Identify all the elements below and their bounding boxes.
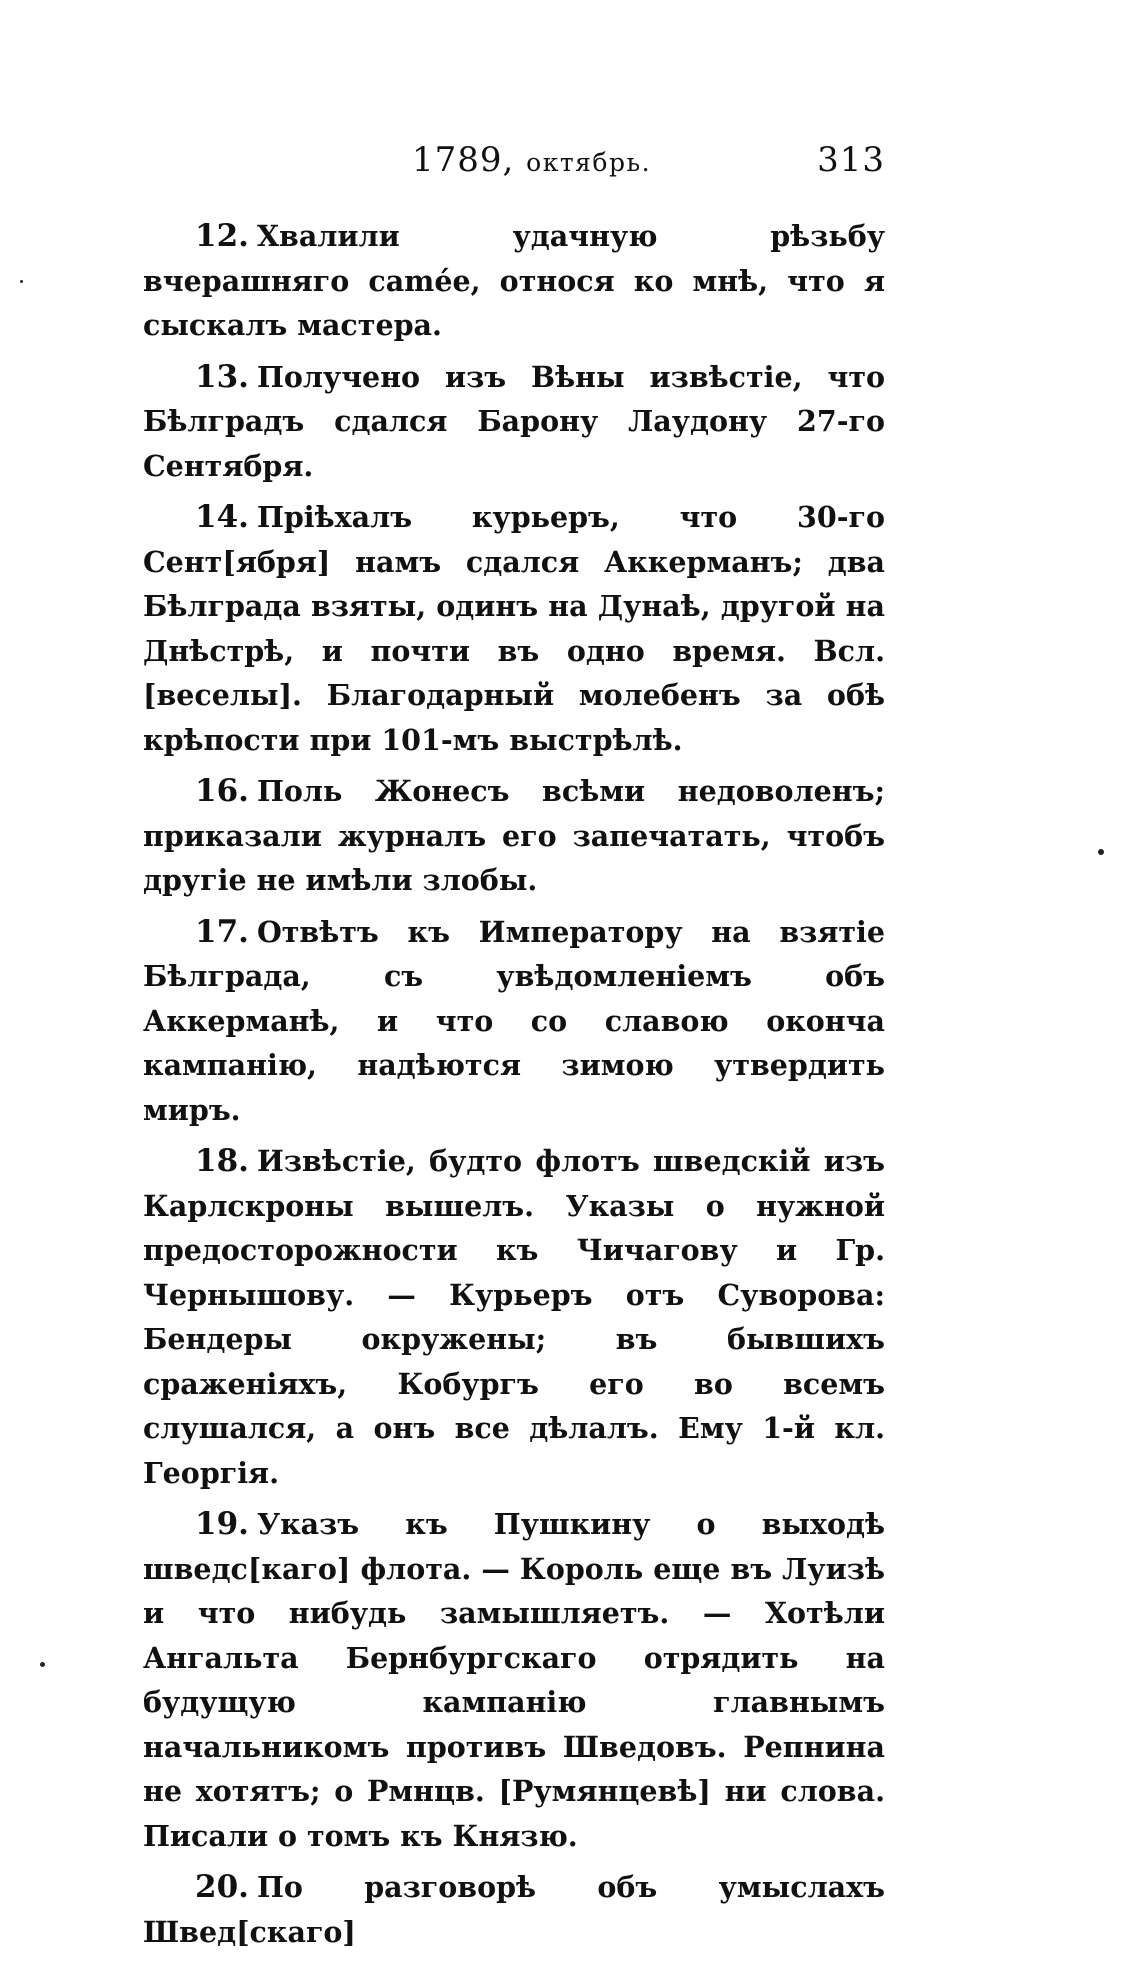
- entry-date: 19.: [195, 1506, 249, 1542]
- entry-date: 12.: [195, 218, 249, 254]
- diary-entry-17: [143, 910, 885, 1133]
- diary-entry-16: [143, 769, 885, 903]
- entry-date: 14.: [195, 499, 249, 535]
- diary-entry-20: [143, 1865, 885, 1954]
- entry-text: Отвѣтъ къ Императору на взятіе Бѣлграда, съ увѣдомленіемъ объ Аккерманѣ, и что со славою оконча кампанію, надѣются зимою утвердить миръ.: [143, 914, 885, 1127]
- entry-text: Пріѣхалъ курьеръ, что 30-го Сент[ября] намъ сдался Аккерманъ; два Бѣлграда взяты, одинъ на Дунаѣ, другой на Днѣстрѣ, и почти въ одно время. Всл. [веселы]. Благодарный молебенъ за обѣ крѣпости при 101-мъ выстрѣлѣ.: [143, 500, 885, 757]
- entry-date: 20.: [195, 1869, 249, 1905]
- page-number: 313: [817, 140, 885, 180]
- print-speck: [1098, 849, 1104, 855]
- diary-entry-13: [143, 355, 885, 489]
- entry-date: 16.: [195, 773, 249, 809]
- print-speck: [20, 280, 23, 283]
- print-speck: [40, 1662, 45, 1667]
- header-month: октябрь.: [526, 148, 652, 177]
- entry-text: По разговорѣ объ умыслахъ Швед[скаго]: [143, 1870, 885, 1949]
- entry-text: Извѣстіе, будто флотъ шведскій изъ Карлскроны вышелъ. Указы о нужной предосторожности къ Чичагову и Гр. Чернышову. — Курьеръ отъ Суворова: Бендеры окружены; въ бывшихъ сраженіяхъ, Кобургъ его во всемъ слушался, а онъ все дѣлалъ. Ему 1-й кл. Георгія.: [143, 1144, 885, 1490]
- running-header: [143, 140, 885, 188]
- entry-text: Указъ къ Пушкину о выходѣ шведс[каго] флота. — Король еще въ Луизѣ и что нибудь замышляетъ. — Хотѣли Ангальта Бернбургскаго отрядить на будущую кампанію главнымъ начальникомъ противъ Шведовъ. Репнина не хотятъ; о Рмнцв. [Румянцевѣ] ни слова. Писали о томъ къ Князю.: [143, 1507, 885, 1853]
- entry-text: Получено изъ Вѣны извѣстіе, что Бѣлградъ сдался Барону Лаудону 27-го Сентября.: [143, 359, 885, 483]
- entry-date: 17.: [195, 913, 249, 950]
- diary-entry-18: [143, 1139, 885, 1495]
- entry-date: 13.: [195, 358, 249, 395]
- header-title: [412, 140, 651, 180]
- entry-text: Поль Жонесъ всѣми недоволенъ; приказали журналъ его запечатать, чтобъ другіе не имѣли злобы.: [143, 774, 885, 897]
- diary-entries: [143, 214, 885, 1961]
- diary-entry-12: [143, 214, 885, 348]
- header-year: 1789,: [412, 140, 515, 180]
- diary-entry-19: [143, 1502, 885, 1858]
- entry-text: Хвалили удачную рѣзьбу вчерашняго саmée, относя ко мнѣ, что я сыскалъ мастера.: [143, 219, 885, 342]
- entry-date: 18.: [195, 1143, 249, 1179]
- diary-entry-14: [143, 495, 885, 762]
